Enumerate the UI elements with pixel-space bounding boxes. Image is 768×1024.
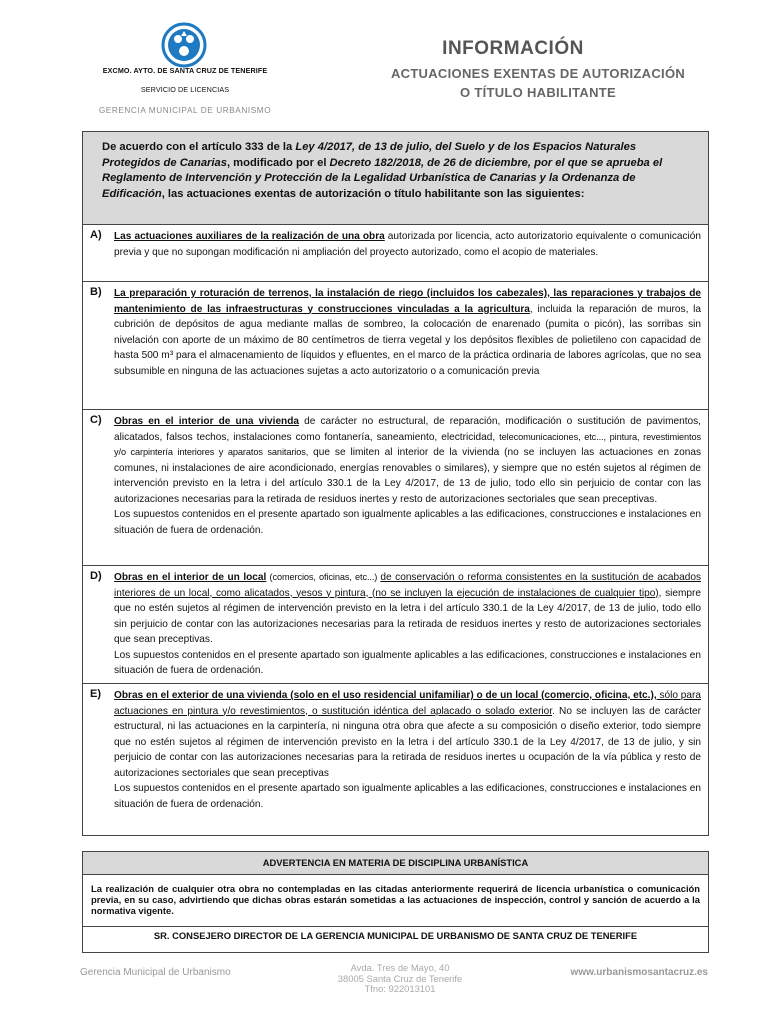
item-d bbox=[83, 566, 708, 684]
item-label: A) bbox=[90, 229, 102, 241]
item-note: Los supuestos contenidos en el presente apartado son igualmente aplicables a las edificaciones, construcciones e instalaciones en situación de fuera de ordenación. bbox=[114, 649, 701, 676]
item-underlined: de conservación o reforma consistentes en la sustitución de acabados interiores de un local, como alicatados, yesos y pintura, (no se incluyen la ejecución de instalaciones de cualquier tipo), bbox=[114, 572, 701, 599]
item-heading: Obras en el exterior de una vivienda (solo en el uso residencial unifamiliar) o de un local (comercio, oficina, etc.), bbox=[114, 690, 657, 701]
item-body: . No se incluyen las de carácter estructural, ni las actuaciones en la carpintería, ni ninguna otra obra que afecte a su composición o diseño exterior, todo siempre que no estén sujetos al régimen de intervención previsto en la letra i del artículo 330.1 de la Ley 4/2017, de 13 de julio, y sin perjuicio de contar con las autorizaciones necesarias para la retirada de residuos inertes u ocupación de la vía pública y resto de autorizaciones sectoriales que sean preceptivas bbox=[114, 705, 701, 779]
item-note: Los supuestos contenidos en el presente apartado son igualmente aplicables a las edificaciones, construcciones e instalaciones en situación de fuera de ordenación. bbox=[114, 783, 701, 810]
item-b bbox=[83, 282, 708, 410]
item-body: , incluida la reparación de muros, la cubrición de depósitos de agua mediante mallas de sombreo, la colocación de enarenado (pumita o picón), las sorribas sin nivelación con aporte de un máximo de 80 centímetros de tierra vegetal y los depósitos flexibles de polietileno con capacidad de hasta 500 m³ para el almacenamiento de líquidos y efluentes, en el marco de la práctica ordinaria de labores agrícolas, que no sea subsumible en ninguna de las actuaciones sujetas a acto autorizatorio o a comunicación previa bbox=[114, 303, 701, 377]
page-subtitle-line2: O TÍTULO HABILITANTE bbox=[460, 85, 616, 100]
item-heading: Obras en el interior de un local bbox=[114, 572, 267, 583]
warning-divider bbox=[83, 926, 708, 927]
warning-box bbox=[82, 851, 709, 953]
intro-decree-ref: Decreto 182/2018, de 26 de diciembre, por el que se aprueba el Reglamento de Intervención y Protección de la Legalidad Urbanística de Canarias y la Ordenanza de Edificación bbox=[102, 156, 663, 200]
footer-phone: Tfno: 922013101 bbox=[364, 983, 436, 994]
item-a bbox=[83, 225, 708, 282]
item-body: autorizada por licencia, acto autorizatorio equivalente o comunicación previa y que no supongan modificación ni ampliación del proyecto autorizado, como el acopio de materiales. bbox=[114, 231, 701, 258]
signatory-line: SR. CONSEJERO DIRECTOR DE LA GERENCIA MUNICIPAL DE URBANISMO DE SANTA CRUZ DE TENERIFE bbox=[153, 930, 638, 941]
item-heading: Obras en el interior de una vivienda bbox=[114, 416, 299, 427]
intro-paragraph bbox=[83, 132, 708, 225]
item-label: D) bbox=[90, 570, 102, 582]
item-label: E) bbox=[90, 688, 101, 700]
item-e bbox=[83, 684, 708, 837]
page-title: INFORMACIÓN bbox=[442, 38, 584, 59]
footer-website-link[interactable]: www.urbanismosantacruz.es bbox=[570, 967, 708, 978]
actuaciones-table bbox=[82, 131, 709, 836]
item-parenthetical: (comercios, oficinas, etc...) bbox=[266, 572, 381, 582]
intro-text-2: , modificado por el bbox=[226, 156, 330, 169]
item-body-small: telecomunicaciones, etc..., pintura, revestimientos y/o carpintería interiores y aparatos sanitarios, bbox=[114, 431, 701, 457]
org-gerencia: GERENCIA MUNICIPAL DE URBANISMO bbox=[98, 106, 272, 115]
item-label: C) bbox=[90, 414, 102, 426]
item-label: B) bbox=[90, 286, 102, 298]
footer-address-line2: 38005 Santa Cruz de Tenerife bbox=[337, 972, 463, 984]
item-text bbox=[114, 414, 701, 538]
item-text bbox=[114, 229, 701, 260]
intro-law-ref: Ley 4/2017, de 13 de julio, del Suelo y de los Espacios Naturales Protegidos de Canarias bbox=[102, 141, 637, 169]
item-body: siempre que no estén sujetos al régimen de intervención previsto en la letra i del artículo 330.1 de la Ley 4/2017, de 13 de julio, todo ello sin perjuicio de contar con las autorizaciones necesarias para la retirada de residuos inertes y resto de autorizaciones sectoriales que sean preceptivas. bbox=[114, 587, 701, 645]
org-name: EXCMO. AYTO. DE SANTA CRUZ DE TENERIFE bbox=[102, 66, 268, 75]
item-heading: Las actuaciones auxiliares de la realización de una obra bbox=[114, 231, 385, 242]
footer-address bbox=[300, 963, 500, 995]
warning-body: La realización de cualquier otra obra no contempladas en las citadas anteriormente requerirá de licencia urbanística o comunicación previa, en su caso, advirtiendo que dichas obras estarán sometidas a las actuaciones de inspección, control y sanción de acuerdo a la normativa vigente. bbox=[91, 883, 700, 916]
warning-heading: ADVERTENCIA EN MATERIA DE DISCIPLINA URBANÍSTICA bbox=[83, 852, 708, 875]
org-department: SERVICIO DE LICENCIAS bbox=[140, 85, 230, 94]
page-subtitle-line1: ACTUACIONES EXENTAS DE AUTORIZACIÓN bbox=[390, 66, 686, 81]
intro-text-1: De acuerdo con el artículo 333 de la bbox=[102, 141, 296, 153]
item-body: de carácter no estructural, de reparación, modificación o sustitución de pavimentos, alicatados, falsos techos, instalaciones como fontanería, saneamiento, electricidad, bbox=[114, 416, 701, 443]
item-text bbox=[114, 286, 701, 379]
footer-org: Gerencia Municipal de Urbanismo bbox=[80, 967, 231, 978]
crest-logo-icon bbox=[160, 22, 208, 68]
item-text bbox=[114, 688, 701, 812]
item-underlined: sólo para actuaciones en pintura y/o revestimientos, o sustitución idéntica del aplacado o solado exterior bbox=[114, 690, 701, 717]
item-heading: La preparación y roturación de terrenos, la instalación de riego (incluidos los cabezales), las reparaciones y trabajos de mantenimiento de las infraestructuras y construcciones vinculadas a la agricultura bbox=[114, 288, 701, 315]
footer-address-line1: Avda. Tres de Mayo, 40 bbox=[350, 962, 450, 973]
intro-text-3: , las actuaciones exentas de autorización o título habilitante son las siguientes: bbox=[161, 187, 585, 200]
item-c bbox=[83, 410, 708, 566]
item-text bbox=[114, 570, 701, 679]
item-body-cont: que se limiten al interior de la vivienda (no se incluyen las actuaciones en zonas comunes, ni instalaciones de aire acondicionado, energías renovables o similares), y siempre que no estén sujetos al régimen de intervención previsto en la letra i del artículo 330.1 de la Ley 4/2017, de 13 de julio, todo ello sin perjuicio de contar con las autorizaciones necesarias para la retirada de residuos inertes y resto de autorizaciones sectoriales que sean preceptivas. bbox=[114, 447, 701, 505]
item-note: Los supuestos contenidos en el presente apartado son igualmente aplicables a las edificaciones, construcciones e instalaciones en situación de fuera de ordenación. bbox=[114, 509, 701, 536]
